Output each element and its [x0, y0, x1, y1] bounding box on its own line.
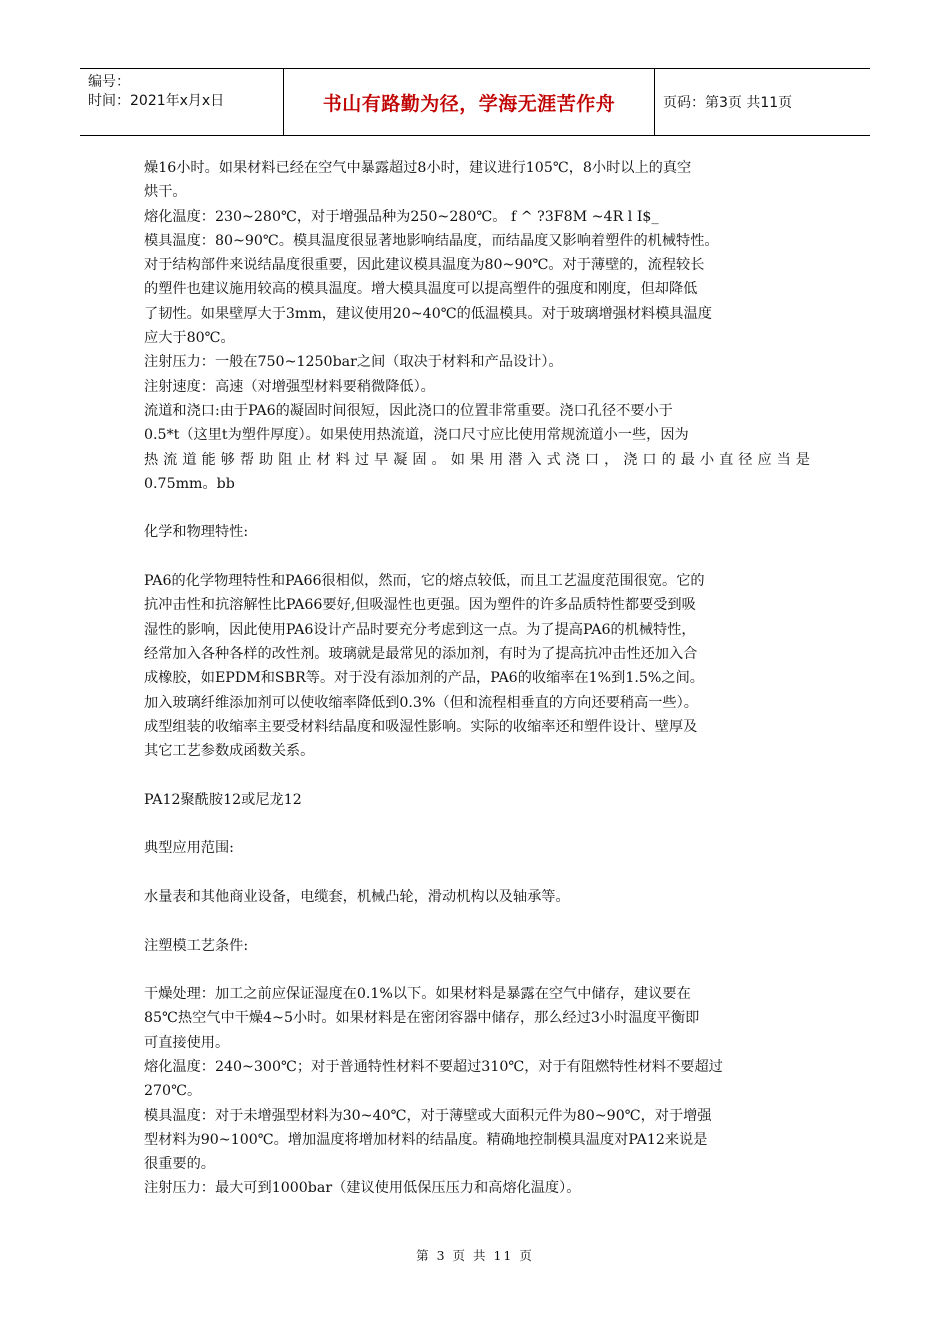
header-page-cell [655, 69, 870, 135]
motto-text: 书山有路勤为径，学海无涯苦作舟 [322, 92, 616, 115]
body-line: 型材料为90~100℃。增加温度将增加材料的结晶度。精确地控制模具温度对PA12来说是 [144, 1131, 708, 1148]
body-line: 注射速度：高速（对增强型材料要稍微降低）。 [144, 378, 435, 395]
page-header [80, 68, 870, 136]
section-heading-applications: 典型应用范围: [144, 840, 234, 857]
document-date-label: 时间：2021年x月x日 [88, 93, 225, 109]
body-line: 流道和浇口:由于PA6的凝固时间很短，因此浇口的位置非常重要。浇口孔径不要小于 [144, 402, 673, 419]
body-line: 湿性的影响，因此使用PA6设计产品时要充分考虑到这一点。为了提高PA6的机械特性， [144, 621, 696, 638]
body-line: 很重要的。 [144, 1156, 215, 1173]
body-line: 应大于80℃。 [144, 330, 235, 347]
header-motto-cell [283, 69, 655, 135]
body-line: 对于结构部件来说结晶度很重要，因此建议模具温度为80~90℃。对于薄壁的，流程较长 [144, 257, 705, 274]
paragraph-gap [144, 958, 810, 982]
paragraph-gap [144, 861, 810, 885]
body-line: 的塑件也建议施用较高的模具温度。增大模具温度可以提高塑件的强度和刚度，但却降低 [144, 281, 698, 298]
body-line: 加入玻璃纤维添加剂可以使收缩率降低到0.3%（但和流程相垂直的方向还要稍高一些）。 [144, 694, 698, 711]
header-info-cell [80, 69, 283, 135]
page-indicator: 页码：第3页 共11页 [663, 95, 793, 111]
section-heading-chemical-physical: 化学和物理特性: [144, 524, 249, 541]
body-line: 可直接使用。 [144, 1034, 230, 1051]
body-line: 其它工艺参数成函数关系。 [144, 743, 315, 760]
section-heading-molding-conditions: 注塑模工艺条件: [144, 937, 249, 954]
body-line: 模具温度：80~90℃。模具温度很显著地影响结晶度，而结晶度又影响着塑件的机械特性。 [144, 232, 719, 249]
body-line: 成橡胶，如EPDM和SBR等。对于没有添加剂的产品，PA6的收缩率在1%到1.5%之间。 [144, 670, 704, 687]
body-line: 注射压力：最大可到1000bar（建议使用低保压压力和高熔化温度）。 [144, 1180, 581, 1197]
body-line: 燥16小时。如果材料已经在空气中暴露超过8小时，建议进行105℃，8小时以上的真空 [144, 160, 692, 176]
body-line: 85℃热空气中干燥4~5小时。如果材料是在密闭容器中储存，那么经过3小时温度平衡即 [144, 1010, 700, 1027]
paragraph-gap [144, 909, 810, 933]
body-line: 烘干。 [144, 184, 187, 201]
body-line: 水量表和其他商业设备，电缆套，机械凸轮，滑动机构以及轴承等。 [144, 888, 570, 905]
paragraph-gap [144, 496, 810, 520]
paragraph-gap [144, 812, 810, 836]
paragraph-gap [144, 545, 810, 569]
document-body [144, 156, 810, 1201]
body-line: 成型组装的收缩率主要受材料结晶度和吸湿性影响。实际的收缩率还和塑件设计、壁厚及 [144, 718, 698, 735]
body-line: 模具温度：对于未增强型材料为30~40℃，对于薄壁或大面积元件为80~90℃，对于增强 [144, 1107, 712, 1124]
body-line: 注射压力：一般在750~1250bar之间（取决于材料和产品设计）。 [144, 354, 563, 371]
body-line: 熔化温度：240~300℃；对于普通特性材料不要超过310℃，对于有阻燃特性材料不要超过 [144, 1058, 723, 1075]
body-line: 抗冲击性和抗溶解性比PA66要好,但吸湿性也更强。因为塑件的许多品质特性都要受到吸 [144, 597, 696, 614]
body-line: PA6的化学物理特性和PA66很相似，然而，它的熔点较低，而且工艺温度范围很宽。它的 [144, 573, 705, 590]
body-line: 0.5*t（这里t为塑件厚度）。如果使用热流道，浇口尺寸应比使用常规流道小一些，因为 [144, 427, 689, 444]
document-number-label: 编号： [88, 74, 130, 90]
body-line: 熔化温度：230~280℃，对于增强品种为250~280℃。 f ^ ?3F8M ~4R l I$_ [144, 208, 659, 225]
body-line: 了韧性。如果壁厚大于3mm，建议使用20~40℃的低温模具。对于玻璃增强材料模具温度 [144, 305, 712, 322]
page-footer: 第 3 页 共 11 页 [416, 1248, 534, 1263]
body-line: 经常加入各种各样的改性剂。玻璃就是最常见的添加剂，有时为了提高抗冲击性还加入合 [144, 645, 698, 662]
body-line: 0.75mm。bb [144, 475, 235, 492]
body-line: 干燥处理：加工之前应保证湿度在0.1%以下。如果材料是暴露在空气中储存，建议要在 [144, 986, 691, 1003]
body-line: 270℃。 [144, 1083, 202, 1100]
body-line: 热流道能够帮助阻止材料过早凝固。如果用潜入式浇口，浇口的最小直径应当是 [144, 451, 810, 468]
section-heading-pa12: PA12聚酰胺12或尼龙12 [144, 791, 302, 808]
paragraph-gap [144, 763, 810, 787]
